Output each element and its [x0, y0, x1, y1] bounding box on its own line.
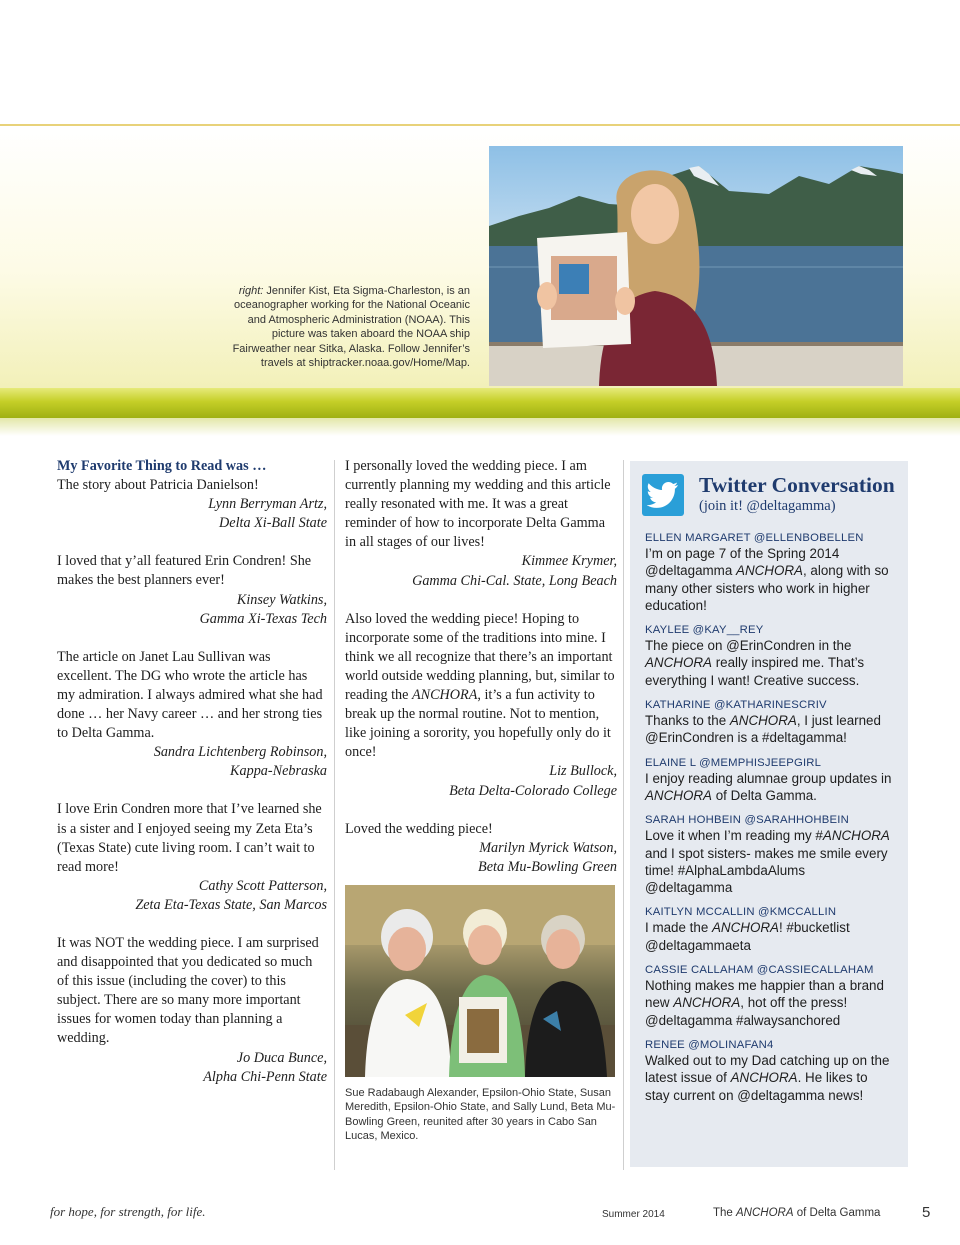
- twitter-title: Twitter Conversation: [699, 473, 895, 497]
- tweet-text: [645, 770, 894, 805]
- tweet-text-part: . He likes to stay current on @deltagamma news!: [645, 1070, 868, 1103]
- letter-text-part: Also loved the wedding piece! Hoping to incorporate some of the traditions into mine. I think we all recognize that there’s an important world outside wedding planning, but, similar to reading the: [345, 610, 615, 704]
- tweet-text-part: Walked out to my Dad catching up on the latest issue of: [645, 1052, 890, 1086]
- magazine-name: ANCHORA: [673, 995, 741, 1011]
- letter-signature-name: Kimmee Krymer,: [521, 553, 617, 570]
- letter-signature-name: Sandra Lichtenberg Robinson,: [153, 744, 327, 761]
- tweet-text-part: The piece on @ErinCondren in the: [645, 638, 852, 654]
- tweet-handle: KAYLEE @KAY__REY: [645, 624, 764, 637]
- letter-signature-name: Cathy Scott Patterson,: [198, 877, 327, 894]
- letter-signature-name: Jo Duca Bunce,: [236, 1049, 327, 1066]
- letter-signature-chapter: Beta Delta-Colorado College: [449, 782, 617, 799]
- photo-caption-reunion: Sue Radabaugh Alexander, Epsilon-Ohio State, Susan Meredith, Epsilon-Ohio State, and Sally Lund, Beta Mu-Bowling Green, reunited after 30 years in Cabo San Lucas, Mexico.: [345, 1086, 616, 1143]
- column-divider: [623, 460, 624, 1170]
- tweet-handle: KATHARINE @KATHARINESCRIV: [645, 699, 827, 712]
- letter-text: Loved the wedding piece!: [345, 820, 493, 837]
- magazine-name: ANCHORA: [736, 563, 803, 579]
- photo-reunion: [345, 885, 615, 1077]
- twitter-bird-icon: [642, 474, 684, 516]
- letter: [345, 457, 617, 591]
- tweet-handle: ELLEN MARGARET @ELLENBOBELLEN: [645, 532, 864, 544]
- magazine-name: ANCHORA: [736, 1207, 794, 1219]
- footer-title-part: of Delta Gamma: [793, 1207, 881, 1219]
- caption-lead: right:: [238, 285, 264, 297]
- letter-signature-chapter: Beta Mu-Bowling Green: [478, 858, 617, 875]
- letters-column-1: [57, 457, 327, 1106]
- letter-signature-name: Marilyn Myrick Watson,: [479, 839, 617, 856]
- tweet-text-part: I’m on page 7 of the Spring 2014 @deltagamma: [645, 546, 840, 579]
- tweet: [645, 756, 894, 805]
- tweet-text: [645, 827, 894, 896]
- letter-signature-name: Kinsey Watkins,: [236, 591, 327, 608]
- letter: [57, 934, 327, 1087]
- letter: [57, 648, 327, 782]
- tweet: [645, 531, 894, 614]
- letter-text: The story about Patricia Danielson!: [57, 477, 259, 494]
- twitter-subtitle: (join it! @deltagamma): [699, 498, 836, 514]
- letter: [57, 800, 327, 915]
- tweet-text-part: I made the: [645, 920, 712, 936]
- caption-text: Jennifer Kist, Eta Sigma-Charleston, is an oceanographer working for the National Oceanic and Atmospheric Administration (NOAA). This picture was taken aboard the NOAA ship Fairweather near Sitka, Alaska. Follow Jennifer’s travels at shiptracker.noaa.gov/Home/Map.: [232, 285, 470, 370]
- letter-text: I loved that y’all featured Erin Condren! She makes the best planners ever!: [57, 553, 312, 589]
- letter: [57, 476, 327, 533]
- letter-signature-chapter: Gamma Xi-Texas Tech: [199, 610, 327, 627]
- banner-green-bar: [0, 388, 960, 418]
- letter-text: The article on Janet Lau Sullivan was excellent. The DG who wrote the article has my admiration. I always admired what she had done … her Navy career … and her strong ties to Delta Gamma.: [57, 648, 323, 742]
- tweet-text-part: I enjoy reading alumnae group updates in: [645, 770, 892, 786]
- magazine-name: ANCHORA: [730, 1070, 798, 1086]
- tweet-handle: RENEE @MOLINAFAN4: [645, 1038, 774, 1051]
- letter-signature-name: Lynn Berryman Artz,: [208, 496, 327, 513]
- tweet: [645, 623, 894, 689]
- tweet-text-part: , along with so many other sisters who work in higher education!: [645, 563, 889, 613]
- tweet-text: [645, 545, 894, 614]
- magazine-name: ANCHORA: [411, 687, 478, 704]
- section-heading: My Favorite Thing to Read was …: [57, 458, 267, 474]
- letter-text: [345, 610, 617, 763]
- magazine-name: ANCHORA: [729, 713, 797, 729]
- tweet-text-part: of Delta Gamma.: [711, 787, 817, 803]
- letter-text: It was NOT the wedding piece. I am surprised and disappointed that you dedicated so much of this issue (including the cover) to this subject. There are so many more important issues for women today than planning a wedding.: [57, 934, 319, 1047]
- tweet: [645, 813, 894, 896]
- tweet-text: [645, 1052, 894, 1104]
- tweet-text-part: Thanks to the: [645, 713, 730, 729]
- magazine-name: ANCHORA: [712, 920, 779, 936]
- tweet-handle: SARAH HOHBEIN @SARAHHOHBEIN: [645, 814, 849, 827]
- letter-signature-chapter: Alpha Chi-Penn State: [203, 1068, 327, 1085]
- letter-signature-chapter: Gamma Chi-Cal. State, Long Beach: [412, 572, 617, 589]
- letters-column-2: [345, 457, 617, 1144]
- banner-fade: [0, 418, 960, 436]
- tweet: [645, 963, 894, 1029]
- twitter-conversation-box: [630, 461, 908, 1167]
- page-number: 5: [922, 1204, 931, 1221]
- letter-text-part: , it’s a fun activity to break up the normal routine. Not to mention, like joining a sorority, you hopefully only do it once!: [345, 687, 611, 761]
- letter-signature-chapter: Zeta Eta-Texas State, San Marcos: [135, 896, 327, 913]
- tweet-text: [645, 919, 894, 954]
- magazine-name: ANCHORA: [645, 787, 712, 803]
- tweet: [645, 698, 894, 747]
- magazine-name: ANCHORA: [645, 655, 712, 671]
- tweet-handle: KAITLYN MCCALLIN @KMCCALLIN: [645, 906, 837, 919]
- column-divider: [334, 460, 335, 1170]
- footer-issue: Summer 2014: [602, 1209, 665, 1220]
- tweet-text: [645, 637, 894, 689]
- footer-title-part: The: [713, 1207, 737, 1219]
- letter-text: I love Erin Condren more that I’ve learned she is a sister and I enjoyed seeing my Zeta Eta’s (Texas State) cute living room. I can’t wait to read more!: [57, 801, 322, 875]
- letter: [345, 820, 617, 877]
- tweet-text: [645, 712, 894, 747]
- letter-signature-name: Liz Bullock,: [549, 763, 617, 780]
- tweet-handle: CASSIE CALLAHAM @CASSIECALLAHAM: [645, 964, 874, 977]
- footer-motto: for hope, for strength, for life.: [50, 1204, 206, 1219]
- photo-caption-top: [220, 284, 470, 370]
- letter-signature-chapter: Kappa-Nebraska: [230, 763, 327, 780]
- tweet: [645, 1038, 894, 1104]
- footer-publication-title: [713, 1207, 880, 1219]
- letter: [345, 610, 617, 801]
- tweet-text-part: , I just learned @ErinCondren is a #deltagamma!: [645, 713, 881, 746]
- letter-signature-chapter: Delta Xi-Ball State: [219, 515, 327, 532]
- tweet-text-part: ! #bucketlist @deltagammaeta: [645, 920, 850, 953]
- photo-jennifer-kist: [489, 146, 903, 386]
- tweet-text-part: Nothing makes me happier than a brand new: [645, 978, 884, 1011]
- twitter-header: [645, 473, 894, 531]
- tweet-text-part: Love it when I’m reading my #: [645, 828, 823, 844]
- tweet-text-part: really inspired me. That’s everything I want! Creative success.: [645, 655, 865, 688]
- letter-text: I personally loved the wedding piece. I am currently planning my wedding and this article really resonated with me. It was a great reminder of how to incorporate Delta Gamma in all stages of our lives!: [345, 458, 611, 551]
- letter: [57, 552, 327, 628]
- tweet-text-part: and I spot sisters- makes me smile every time! #AlphaLambdaAlums @deltagamma: [645, 845, 888, 896]
- tweet-text: [645, 977, 894, 1029]
- tweet-text-part: , hot off the press! @deltagamma #alwaysanchored: [645, 995, 848, 1028]
- magazine-name: ANCHORA: [822, 828, 890, 844]
- tweet: [645, 905, 894, 954]
- tweet-handle: ELAINE L @MEMPHISJEEPGIRL: [645, 756, 822, 769]
